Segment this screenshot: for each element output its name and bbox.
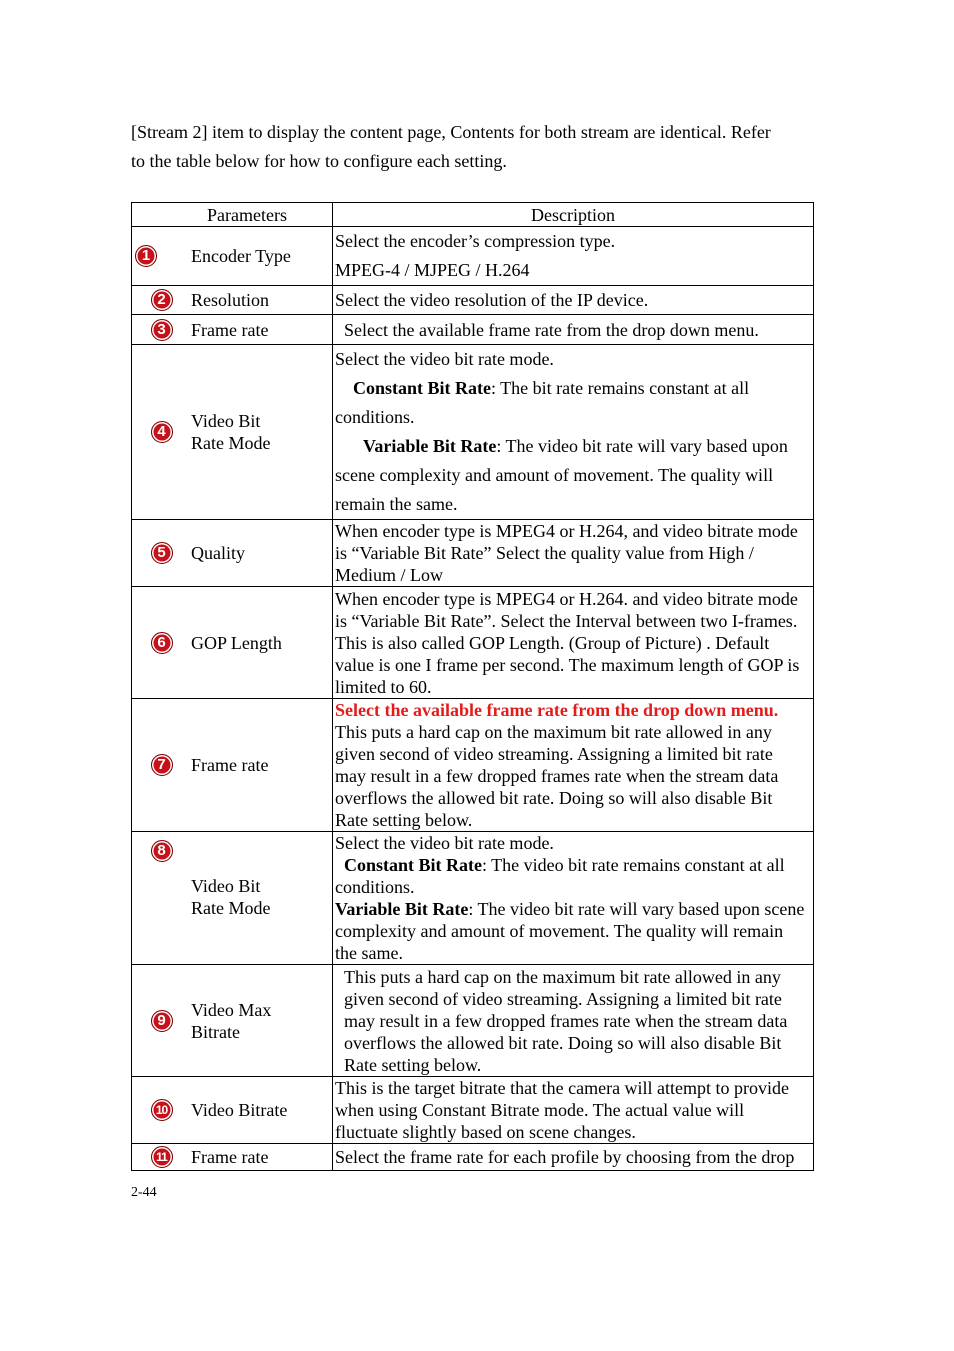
param-name: GOP Length (191, 632, 282, 653)
description-line: This is also called GOP Length. (Group of Picture) . Default (335, 632, 770, 653)
param-name: Resolution (191, 290, 270, 310)
intro-line-1: [Stream 2] item to display the content page, Contents for both stream are identical. Refer (131, 122, 771, 142)
description-cell (333, 227, 814, 286)
variable-bit-rate-line (335, 436, 788, 456)
description-cell (333, 699, 814, 832)
description-cell (333, 315, 814, 345)
number-5-icon: 5 (151, 542, 173, 564)
description-line: MPEG-4 / MJPEG / H.264 (335, 260, 530, 280)
term-label: Variable Bit Rate (335, 899, 469, 919)
description-line: conditions. (335, 407, 415, 427)
description-line: Rate setting below. (335, 810, 473, 830)
number-4-icon: 4 (151, 421, 173, 443)
description-line: When encoder type is MPEG4 or H.264, and video bitrate mode (335, 521, 798, 541)
table-row (132, 1077, 814, 1144)
description-cell (333, 832, 814, 965)
table-row (132, 315, 814, 345)
parameters-table (131, 202, 814, 1171)
highlighted-description: Select the available frame rate from the drop down menu. (335, 700, 779, 720)
variable-bit-rate-line (335, 899, 804, 919)
term-label: Variable Bit Rate (363, 436, 497, 456)
description-line: given second of video streaming. Assigning a limited bit rate (335, 744, 773, 764)
intro-line-2: to the table below for how to configure each setting. (131, 151, 507, 171)
description-line: Select the video bit rate mode. (335, 349, 554, 369)
description-line: is “Variable Bit Rate”. Select the Interval between two I-frames. (335, 610, 798, 631)
number-6-icon: 6 (151, 632, 173, 654)
param-name: Frame rate (191, 755, 269, 775)
description-line: when using Constant Bitrate mode. The actual value will (335, 1100, 745, 1120)
param-name: Video Bitrate (191, 1100, 288, 1120)
description-line: given second of video streaming. Assigning a limited bit rate (344, 988, 782, 1009)
description-line: Select the encoder’s compression type. (335, 231, 616, 251)
description-cell (333, 345, 814, 520)
number-7-icon: 7 (151, 754, 173, 776)
param-name-line: Video Max (191, 999, 272, 1020)
description-cell (333, 286, 814, 315)
table-row (132, 286, 814, 315)
description-line: limited to 60. (335, 676, 432, 697)
description-line: overflows the allowed bit rate. Doing so will also disable Bit (344, 1032, 782, 1053)
description-cell (333, 965, 814, 1077)
table-row (132, 587, 814, 699)
table-row (132, 832, 814, 965)
term-label: Constant Bit Rate (344, 855, 482, 875)
constant-bit-rate-line (335, 378, 749, 398)
description-line: fluctuate slightly based on scene changes. (335, 1122, 636, 1142)
description-line: complexity and amount of movement. The quality will remain (335, 921, 784, 941)
header-description: Description (333, 203, 814, 227)
table-row (132, 345, 814, 520)
term-text: : The video bit rate remains constant at all (482, 855, 785, 875)
number-10-icon: 10 (151, 1099, 173, 1121)
param-name-line: Bitrate (191, 1021, 240, 1042)
table-row (132, 699, 814, 832)
term-text: : The bit rate remains constant at all (491, 378, 750, 398)
param-name (191, 410, 270, 454)
param-name-line: Rate Mode (191, 433, 271, 453)
description-line: Select the video bit rate mode. (335, 833, 554, 853)
param-name: Frame rate (191, 319, 269, 340)
table-row (132, 227, 814, 286)
table-header-row (132, 203, 814, 227)
description-line: conditions. (335, 877, 415, 897)
number-2-icon: 2 (151, 289, 173, 311)
header-parameters: Parameters (132, 203, 333, 227)
description-line: Select the video resolution of the IP device. (335, 290, 649, 310)
intro-paragraph (131, 118, 831, 176)
description-line: may result in a few dropped frames rate when the stream data (335, 766, 779, 786)
param-name (191, 999, 271, 1043)
number-8-icon: 8 (151, 840, 173, 862)
description-line: When encoder type is MPEG4 or H.264. and video bitrate mode (335, 588, 798, 609)
table-row (132, 520, 814, 587)
description-cell (333, 587, 814, 699)
term-label: Constant Bit Rate (353, 378, 491, 398)
number-11-icon: 11 (151, 1146, 173, 1168)
param-name: Encoder Type (191, 246, 291, 266)
term-text: : The video bit rate will vary based upon (496, 436, 788, 456)
param-name-line: Rate Mode (191, 898, 271, 918)
description-line: overflows the allowed bit rate. Doing so will also disable Bit (335, 788, 773, 808)
constant-bit-rate-line (335, 855, 785, 875)
description-line: is “Variable Bit Rate” Select the quality value from High / (335, 543, 754, 563)
description-line: This is the target bitrate that the camera will attempt to provide (335, 1078, 790, 1098)
param-name (132, 862, 332, 919)
description-line: scene complexity and amount of movement. The quality will (335, 465, 774, 485)
param-name: Frame rate (191, 1147, 269, 1167)
description-line: may result in a few dropped frames rate when the stream data (344, 1010, 788, 1031)
table-row (132, 1144, 814, 1171)
description-line: value is one I frame per second. The maximum length of GOP is (335, 654, 800, 675)
param-name-line: Video Bit (191, 411, 261, 431)
description-line: This puts a hard cap on the maximum bit rate allowed in any (335, 722, 772, 742)
term-text: : The video bit rate will vary based upon scene (468, 899, 805, 919)
number-1-icon: 1 (135, 245, 157, 267)
param-name-line: Video Bit (191, 876, 261, 896)
number-3-icon: 3 (151, 319, 173, 341)
description-line: Rate setting below. (344, 1054, 482, 1075)
table-row (132, 965, 814, 1077)
description-line: Medium / Low (335, 565, 443, 585)
description-line: the same. (335, 943, 403, 963)
description-line: This puts a hard cap on the maximum bit rate allowed in any (344, 966, 781, 987)
number-9-icon: 9 (151, 1010, 173, 1032)
page-number: 2-44 (131, 1185, 157, 1200)
param-name: Quality (191, 543, 245, 563)
description-line: remain the same. (335, 494, 458, 514)
description-cell (333, 520, 814, 587)
description-cell (333, 1077, 814, 1144)
description-line: Select the frame rate for each profile by choosing from the drop (335, 1147, 795, 1167)
description-line: Select the available frame rate from the drop down menu. (344, 319, 759, 340)
description-cell (333, 1144, 814, 1171)
